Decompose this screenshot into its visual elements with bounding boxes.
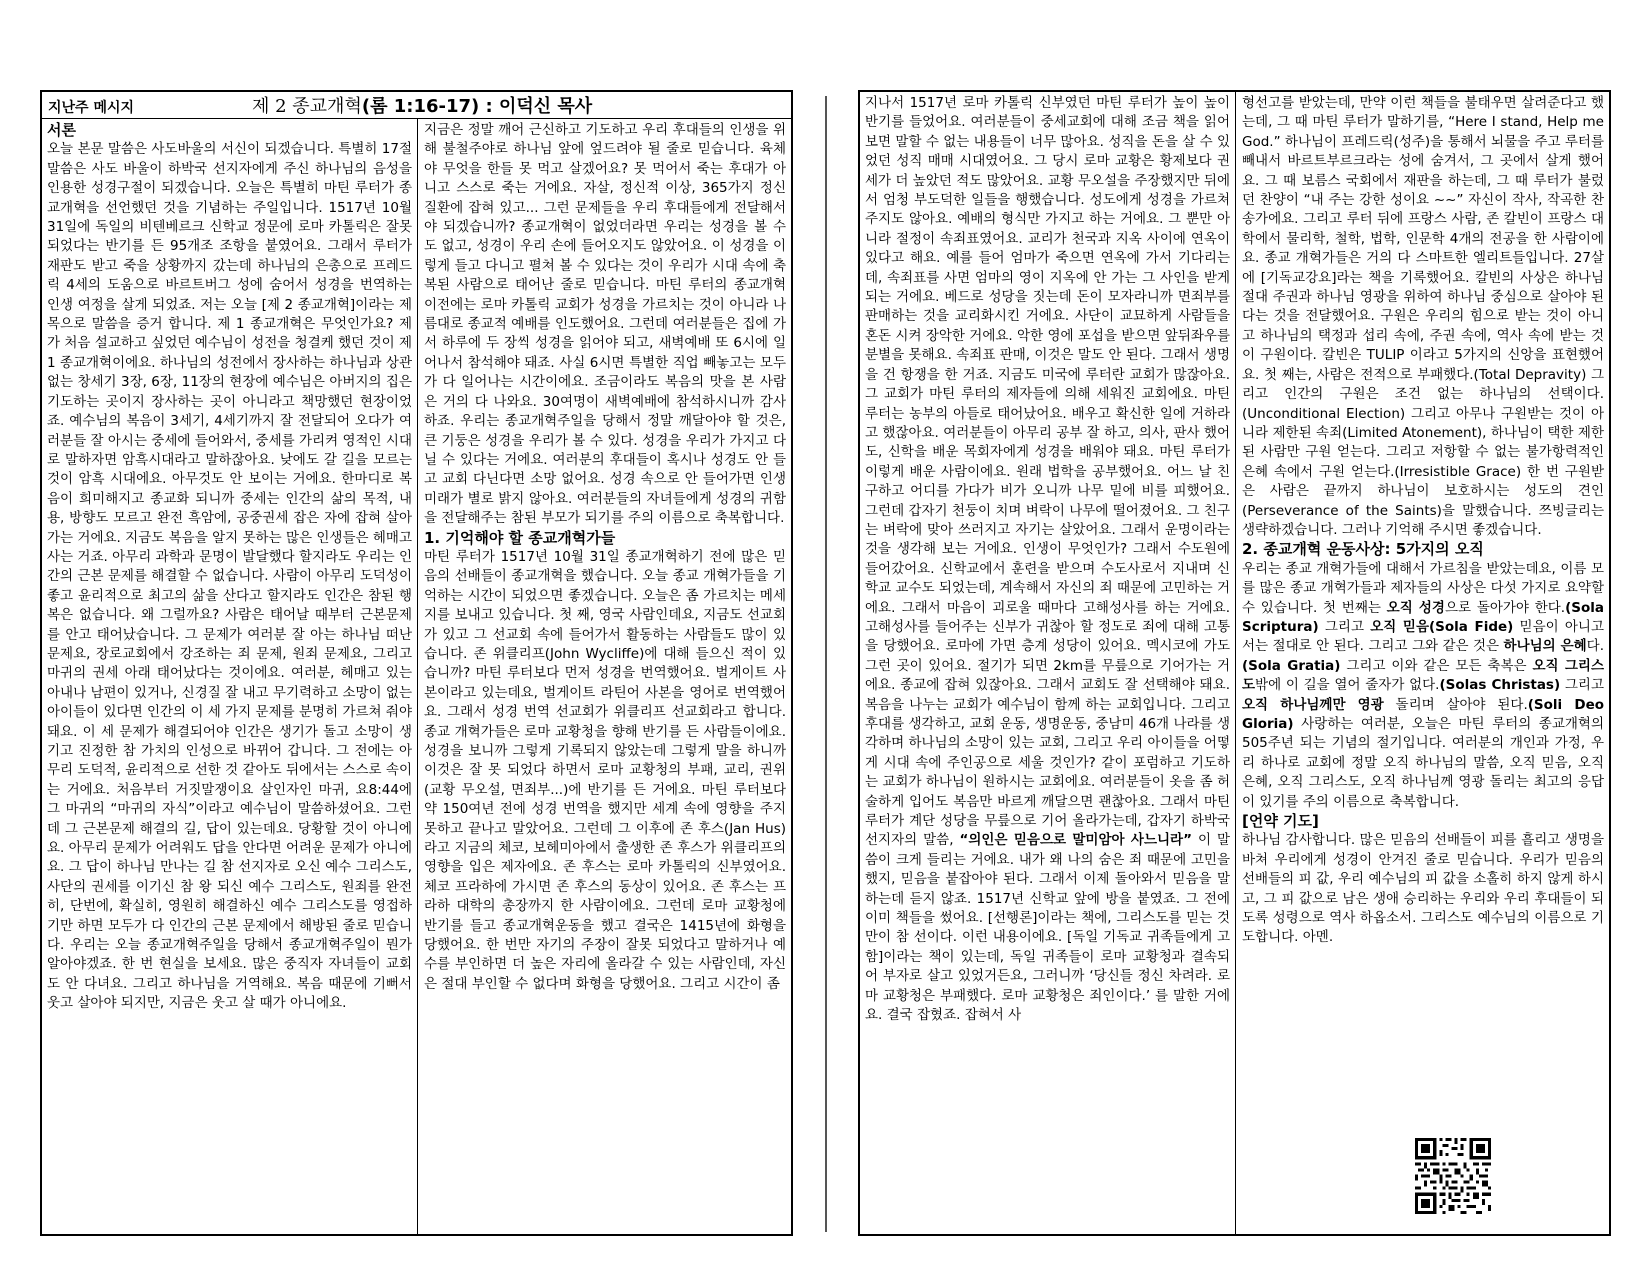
text-run: 사랑하는 여러분, 오늘은 마틴 루터의 종교개혁의 505주년 되는 기념의 절기입니다. 여러분의 개인과 가정, 우리 하나로 교회에 정말 오직 하나님의 말씀, 오직 믿음, 오직 은혜, 오직 그리스도, 오직 하나님께 영광 돌리는 최고의 응답이 있기를 주의 이름으로 축복합니다.	[1242, 716, 1604, 810]
page-header	[42, 92, 791, 119]
text-run: 돌리며 살아야 된다.	[1383, 696, 1528, 713]
section-heading-2: 2. 종교개혁 운동사상: 5가지의 오직	[1242, 540, 1484, 559]
section-heading-prayer: [언약 기도]	[1242, 812, 1319, 831]
title-plain: 제 2 종교개혁	[252, 96, 362, 117]
emphasis: 오직 하나님께만 영광	[1242, 696, 1384, 713]
book-spine	[825, 96, 827, 1232]
emphasis: 오직 성경	[1386, 599, 1445, 616]
section-heading-1: 1. 기억해야 할 종교개혁가들	[424, 528, 616, 547]
page-title	[252, 92, 592, 118]
section-heading-intro: 서론	[47, 121, 76, 139]
paragraph	[865, 94, 1230, 1026]
text-run: 그리고	[1318, 618, 1371, 635]
text-run: 밖에 이 길을 열어 줄자가 없다.	[1255, 677, 1440, 694]
emphasis: 하나님의 은혜	[1503, 638, 1587, 655]
title-bold: (롬 1:16-17) : 이덕신 목사	[361, 96, 593, 117]
emphasis: (Sola Scriptura)	[1242, 599, 1605, 635]
paragraph: 지금은 정말 깨어 근신하고 기도하고 우리 후대들의 인생을 위해 불철주야로 하나님 앞에 엎드려야 될 줄로 믿습니다. 육체야 무엇을 한들 못 먹고 살겠어요? 못 먹어서 죽는 후대가 아니고 스스로 죽는 거에요. 자살, 정신적 이상, 365가지 정신 질환에 잡혀 있고... 그런 문제들을 우리 후대들에게 전달해서야 되겠습니까? 종교개혁이 없었더라면 우리는 성경을 볼 수도 없고, 성경이 우리 손에 들어오지도 않았어요. 이 성경을 이렇게 들고 다니고 펼쳐 볼 수 있다는 것이 우리가 시대 속에 축복된 사람으로 태어난 줄로 믿습니다. 마틴 루터의 종교개혁 이전에는 로마 카톨릭 교회가 성경을 가르치는 것이 아니라 나름대로 종교적 예배를 인도했어요. 그런데 여러분들은 집에 가서 하루에 두 장씩 성경을 읽어야 되고, 새벽예배 또 6시에 일어나서 참석해야 돼죠. 사실 6시면 특별한 직업 빼놓고는 모두가 다 일어나는 시간이에요. 조금이라도 복음의 맛을 본 사람은 거의 다 나와요. 30여명이 새벽예배에 참석하시니까 감사하죠. 우리는 종교개혁주일을 당해서 정말 깨달아야 할 것은, 큰 기둥은 성경을 우리가 볼 수 있다. 성경을 우리가 가지고 다닐 수 있다는 거에요. 여러분의 후대들이 혹시나 성경도 안 들고 교회 다닌다면 소망 없어요. 성경 속으로 안 들어가면 인생 미래가 별로 밝지 않아요. 여러분들의 자녀들에게 성경의 귀함을 전달해주는 참된 부모가 되기를 주의 이름으로 축복합니다.	[424, 122, 786, 527]
right-column-2	[1237, 92, 1609, 1234]
emphasis: (Sola Gratia)	[1242, 657, 1341, 674]
paragraph: 형선고를 받았는데, 만약 이런 책들을 불태우면 살려준다고 했는데, 그 때 마틴 루터가 말하기를, “Here I stand, Help me God.” 하나님이 프레드릭(성주)을 통해서 뇌물을 주고 루터를 빼내서 바르트부르크라는 성에 숨겨서, 그 곳에서 살게 했어요. 그 때 보름스 국회에서 재판을 하는데, 그 때 루터가 불렀던 찬양이 “내 주는 강한 성이요 ~~” 자신이 작사, 작곡한 찬송가에요. 그리고 루터 뒤에 프랑스 사람, 존 칼빈이 프랑스 대학에서 물리학, 철학, 법학, 인문학 4개의 전공을 한 사람이에요. 종교 개혁가들은 거의 다 스마트한 엘리트들입니다. 27살에 [기독교강요]라는 책을 기록했어요. 칼빈의 사상은 하나님 절대 주권과 하나님 영광을 위하여 하나님 중심으로 살아야 된다는 것을 전달했어요. 구원은 우리의 힘으로 받는 것이 아니고 하나님의 택정과 섭리 속에, 주권 속에, 역사 속에 받는 것이 구원이다. 칼빈은 TULIP 이라고 5가지의 신앙을 표현했어요. 첫 째는, 사람은 전적으로 부패했다.(Total Depravity) 그리고 인간의 구원은 조건 없는 하나님의 선택이다.(Unconditional Election) 그리고 아무나 구원받는 것이 아니라 제한된 속죄(Limited Atonement), 하나님이 택한 제한된 사람만 구원 얻는다. 그리고 저항할 수 없는 불가항력적인 은혜 속에서 구원 얻는다.(Irresistible Grace) 한 번 구원받은 사람은 끝까지 하나님이 보호하시는 성도의 견인(Perseverance of the Saints)을 말했습니다. 쯔빙글리는 생략하겠습니다. 그러나 기억해 주시면 좋겠습니다.	[1242, 95, 1604, 538]
left-column-1	[42, 119, 418, 1234]
text-run: 믿음이 아니고서는 절대로 안 된다. 그리고 그와 같은 것은	[1242, 618, 1604, 655]
text-run: 지나서 1517년 로마 카톨릭 신부였던 마틴 루터가 높이 높이 반기를 들었어요. 여러분들이 중세교회에 대해 조금 책을 읽어보면 말할 수 없는 내용들이 너무 많아요. 성직을 돈을 살 수 있었던 성직 매매 시대였어요. 그 당시 로마 교황은 황제보다 권세가 더 높았던 적도 많았어요. 교황 무오설을 주장했지만 뒤에서 엄청 부도덕한 일들을 행했습니다. 성도에게 성경을 가르쳐주지도 않아요. 예배의 형식만 가지고 하는 거에요. 그 뿐만 아니라 절정이 속죄표였어요. 교리가 천국과 지옥 사이에 연옥이 있다고 해요. 예를 들어 엄마가 죽으면 연옥에 가서 기다리는데, 속죄표를 사면 엄마의 영이 지옥에 안 가는 그 사인을 받게 되는 거에요. 베드로 성당을 짓는데 돈이 모자라니까 면죄부를 판매하는 것을 교리화시킨 거에요. 사단이 교묘하게 사람들을 혼돈 시켜 장악한 거에요. 악한 영에 포섭을 받으면 앞뒤좌우를 분별을 못해요. 속죄표 판매, 이것은 말도 안 된다. 그래서 생명을 건 항쟁을 한 거죠. 지금도 미국에 루터란 교회가 많잖아요. 그 교회가 마틴 루터의 제자들에 의해 세워진 교회에요. 마틴 루터는 농부의 아들로 태어났어요. 배우고 확신한 일에 거하라고 했잖아요. 여러분들이 아무리 공부 잘 하고, 의사, 판사 했어도, 신학을 배운 목회자에게 성경을 배워야 돼요. 마틴 루터가 이렇게 배운 사람이에요. 원래 법학을 공부했어요. 어느 날 친구하고 어디를 가다가 비가 오니까 나무 밑에 비를 피했어요. 그런데 갑자기 천둥이 치며 벼락이 나무에 떨어졌어요. 그 친구는 벼락에 맞아 쓰러지고 자기는 살았어요. 그래서 운명이라는 것을 생각해 보는 거에요. 인생이 무엇인가? 그래서 수도원에 들어갔어요. 신학교에서 훈련을 받으며 수도사로서 지내며 신학교 교수도 되었는데, 계속해서 자신의 죄 때문에 고민하는 거에요. 그래서 마음이 괴로울 때마다 고해성사를 하는 거에요. 고해성사를 들어주는 신부가 귀찮아 할 정도로 죄에 대해 고통을 당했어요. 로마에 가면 층계 성당이 있어요. 멕시코에 가도 그런 곳이 있어요. 절기가 되면 2km를 무릎으로 기어가는 거에요. 종교에 잡혀 있잖아요. 그래서 교회도 잘 선택해야 돼요. 복음을 나누는 교회가 예수님이 함께 하는 교회입니다. 그리고 후대를 생각하고, 교회 운동, 생명운동, 중남미 46개 나라를 생각하며 하나님의 소망이 있는 교회, 그리고 우리 아이들을 어떻게 시대 속에 주인공으로 세울 것인가? 같이 포럼하고 기도하는 교회가 하나님이 원하시는 교회에요. 여러분들이 옷을 좀 허술하게 입어도 복음만 바르게 깨달으면 괜찮아요. 그래서 마틴 루터가 계단 성당을 무릎으로 기어 올라가는데, 갑자기 하박국 선지자의 말씀,	[865, 95, 1230, 849]
emphasis: (Soli Deo Gloria)	[1242, 696, 1605, 732]
text-run: 으로 돌아가야 한다.	[1444, 599, 1566, 616]
paragraph: 마틴 루터가 1517년 10월 31일 종교개혁하기 전에 많은 믿음의 선배들이 종교개혁을 했습니다. 오늘 종교 개혁가들을 기억하는 시간이 되었으면 좋겠습니다. 오늘은 좀 가르치는 메세지를 보내고 있습니다. 첫 째, 영국 사람인데요, 지금도 선교회가 있고 그 선교회 속에 들어가서 활동하는 사람들도 많이 있습니다. 존 위클리프(John Wycliffe)에 대해 들으신 적이 있습니까? 마틴 루터보다 먼저 성경을 번역했어요. 벌게이트 사본이라고 있는데요, 벌게이트 라틴어 사본을 영어로 번역했어요. 그래서 성경 번역 선교회가 위클리프 선교회라고 합니다. 종교 개혁가들은 로마 교황청을 향해 반기를 든 사람들이에요. 성경을 보니까 그렇게 기록되지 않았는데 그렇게 말을 하니까 이것은 잘 못 되었다 하면서 로마 교황청의 부패, 교리, 권위(교황 무오설, 면죄부...)에 반기를 든 거에요. 마틴 루터보다 약 150여년 전에 성경 번역을 했지만 세계 속에 영향을 주지 못하고 끝나고 말았어요. 그런데 그 이후에 존 후스(Jan Hus)라고 지금의 체코, 보헤미아에서 출생한 존 후스가 위클리프의 영향을 입은 제자에요. 존 후스는 로마 카톨릭의 신부였어요. 체코 프라하에 가시면 존 후스의 동상이 있어요. 존 후스는 프라하 대학의 총장까지 한 사람이에요. 그런데 로마 교황청에 반기를 들고 종교개혁운동을 했고 결국은 1415년에 화형을 당했어요. 한 번만 자기의 주장이 잘못 되었다고 말하거나 예수를 부인하면 더 높은 자리에 올라갈 수 있는 사람인데, 자신은 절대 부인할 수 없다며 화형을 당했어요. 그리고 시간이 좀	[424, 548, 786, 992]
page-left	[40, 90, 793, 1236]
text-run: 다.	[1586, 638, 1604, 655]
text-run: 이 말씀이 크게 들리는 거에요. 내가 왜 나의 숨은 죄 때문에 고민을 했지, 믿음을 붙잡아야 된다. 그래서 이제 돌아와서 믿음을 말하는데 듣지 않죠. 1517년 신학교 앞에 방을 붙였죠. 그 전에 이미 책들을 썼어요. [선행론]이라는 책에, 그리스도를 믿는 것만이 참 선이다. 이런 내용이에요. [독일 기독교 귀족들에게 고함]이라는 책이 있는데, 독일 귀족들이 로마 교황청과 결속되어 부자로 살고 있었거든요, 그러니까 ‘당신들 정신 차려라. 로마 교황청은 부패했다. 로마 교황청은 죄인이다.’ 를 말한 거에요. 결국 잡혔죠. 잡혀서 사	[865, 832, 1231, 1024]
qr-code-icon[interactable]	[1415, 1138, 1491, 1214]
text-run: 그리고 이와 같은 모든 축복은	[1340, 657, 1533, 674]
right-column-1	[860, 92, 1236, 1234]
header-label: 지난주 메시지	[48, 100, 135, 116]
emphasis: 오직 믿음(Sola Fide)	[1370, 618, 1514, 635]
emphasis: 오직 그리스도	[1242, 657, 1605, 694]
paragraph: 오늘 본문 말씀은 사도바울의 서신이 되겠습니다. 특별히 17절 말씀은 사도 바울이 하박국 선지자에게 주신 하나님의 음성을 인용한 성경구절이 되겠습니다. 오늘은 특별히 마틴 루터가 종교개혁을 선언했던 것을 기념하는 주일입니다. 1517년 10월 31일에 독일의 비텐베르크 신학교 정문에 로마 카톨릭은 잘못 되었다는 반기를 든 95개조 조항을 붙였어요. 그래서 루터가 재판도 받고 죽을 상황까지 갔는데 하나님의 은총으로 프레드릭 4세의 도움으로 바르트버그 성에 숨어서 성경을 번역하는 인생 여정을 살게 되었죠. 저는 오늘 [제 2 종교개혁]이라는 제목으로 말씀을 증거 합니다. 제 1 종교개혁은 무엇인가요? 제가 처음 설교하고 싶었던 예수님이 성전을 청결케 했던 것이 제 1 종교개혁이에요. 하나님의 성전에서 장사하는 하나님과 상관없는 창세기 3장, 6장, 11장의 현장에 예수님은 아버지의 집은 기도하는 곳이지 장사하는 곳이 아니라고 책망했던 현장이었죠. 예수님의 복음이 3세기, 4세기까지 잘 전달되어 오다가 여러분들 잘 아시는 중세에 들어와서, 중세를 가리켜 영적인 시대로 말하자면 암흑시대라고 말하잖아요. 낮에도 갈 길을 모르는 것이 암흑 시대에요. 아무것도 안 보이는 거에요. 한마디로 복음이 희미해지고 종교화 되니까 중세는 인간의 삶의 목적, 내용, 방향도 모르고 완전 흑암에, 공중권세 잡은 자에 잡혀 살아가는 거에요. 지금도 복음을 알지 못하는 많은 인생들은 헤매고 사는 거죠. 아무리 과학과 문명이 발달했다 할지라도 우리는 인간의 근본 문제를 해결할 수 없습니다. 사람이 아무리 도덕성이 좋고 윤리적으로 최고의 삶을 산다고 할지라도 인간은 참된 행복은 없습니다. 왜 그럴까요? 사람은 태어날 때부터 근본문제를 안고 태어났습니다. 그 문제가 여러분 잘 아는 하나님 떠난 문제요, 장로교회에서 강조하는 죄 문제, 원죄 문제요, 그리고 마귀의 권세 아래 태어났다는 것이에요. 여러분, 헤매고 있는 아내나 남편이 있거나, 신경질 잘 내고 무기력하고 소망이 없는 아이들이 있다면 인간의 이 세 가지 문제를 분명히 가르쳐 줘야 돼요. 이 세 문제가 해결되어야 인간은 생기가 돌고 소망이 생기고 진정한 참 가치의 인성으로 바뀌어 갑니다. 그 전에는 아무리 도덕적, 윤리적으로 선한 것 같아도 뒤에서는 스스로 속이는 거에요. 처음부터 거짓말쟁이요 살인자인 마귀, 요8:44에 그 마귀의 “마귀의 자식”이라고 예수님이 말씀하셨어요. 그런데 그 근본문제 해결의 길, 답이 있는데요. 당황할 것이 아니에요. 아무리 문제가 어려워도 답을 안다면 어려운 문제가 아니에요. 그 답이 하나님 만나는 길 참 선지자로 오신 예수 그리스도, 사단의 권세를 이기신 참 왕 되신 예수 그리스도, 원죄를 완전히, 단번에, 확실히, 영원히 해결하신 예수 그리스도를 영접하기만 하면 모두가 다 인간의 근본 문제에서 해방된 줄로 믿습니다. 우리는 오늘 종교개혁주일을 당해서 종교개혁주일이 뭔가 알아야겠죠. 한 번 현실을 보세요. 많은 중직자 자녀들이 교회도 안 다녀요. 그리고 하나님을 거역해요. 복음 때문에 기뻐서 웃고 살아야 되지만, 지금은 웃고 살 때가 아니에요.	[47, 141, 412, 1012]
page-right	[858, 90, 1611, 1236]
emphasis: (Solas Christas)	[1439, 677, 1561, 694]
paragraph: 하나님 감사합니다. 많은 믿음의 선배들이 피를 흘리고 생명을 바쳐 우리에게 성경이 안겨진 줄로 믿습니다. 우리가 믿음의 선배들의 피 값, 우리 예수님의 피 값을 소홀히 하지 않게 하시고, 그 피 값으로 남은 생애 승리하는 우리와 우리 후대들이 되도록 성령으로 역사 하옵소서. 그리스도 예수님의 이름으로 기도합니다. 아멘.	[1242, 832, 1604, 946]
paragraph	[1242, 560, 1604, 812]
text-run: 우리는 종교 개혁가들에 대해서 가르침을 받았는데요, 이름 모를 많은 종교 개혁가들과 제자들의 사상은 다섯 가지로 요약할 수 있습니다. 첫 번째는	[1242, 560, 1604, 616]
text-run: 그리고	[1560, 677, 1604, 694]
left-column-2	[419, 119, 791, 1234]
quote-bold: “의인은 믿음으로 말미암아 사느니라”	[959, 832, 1192, 849]
